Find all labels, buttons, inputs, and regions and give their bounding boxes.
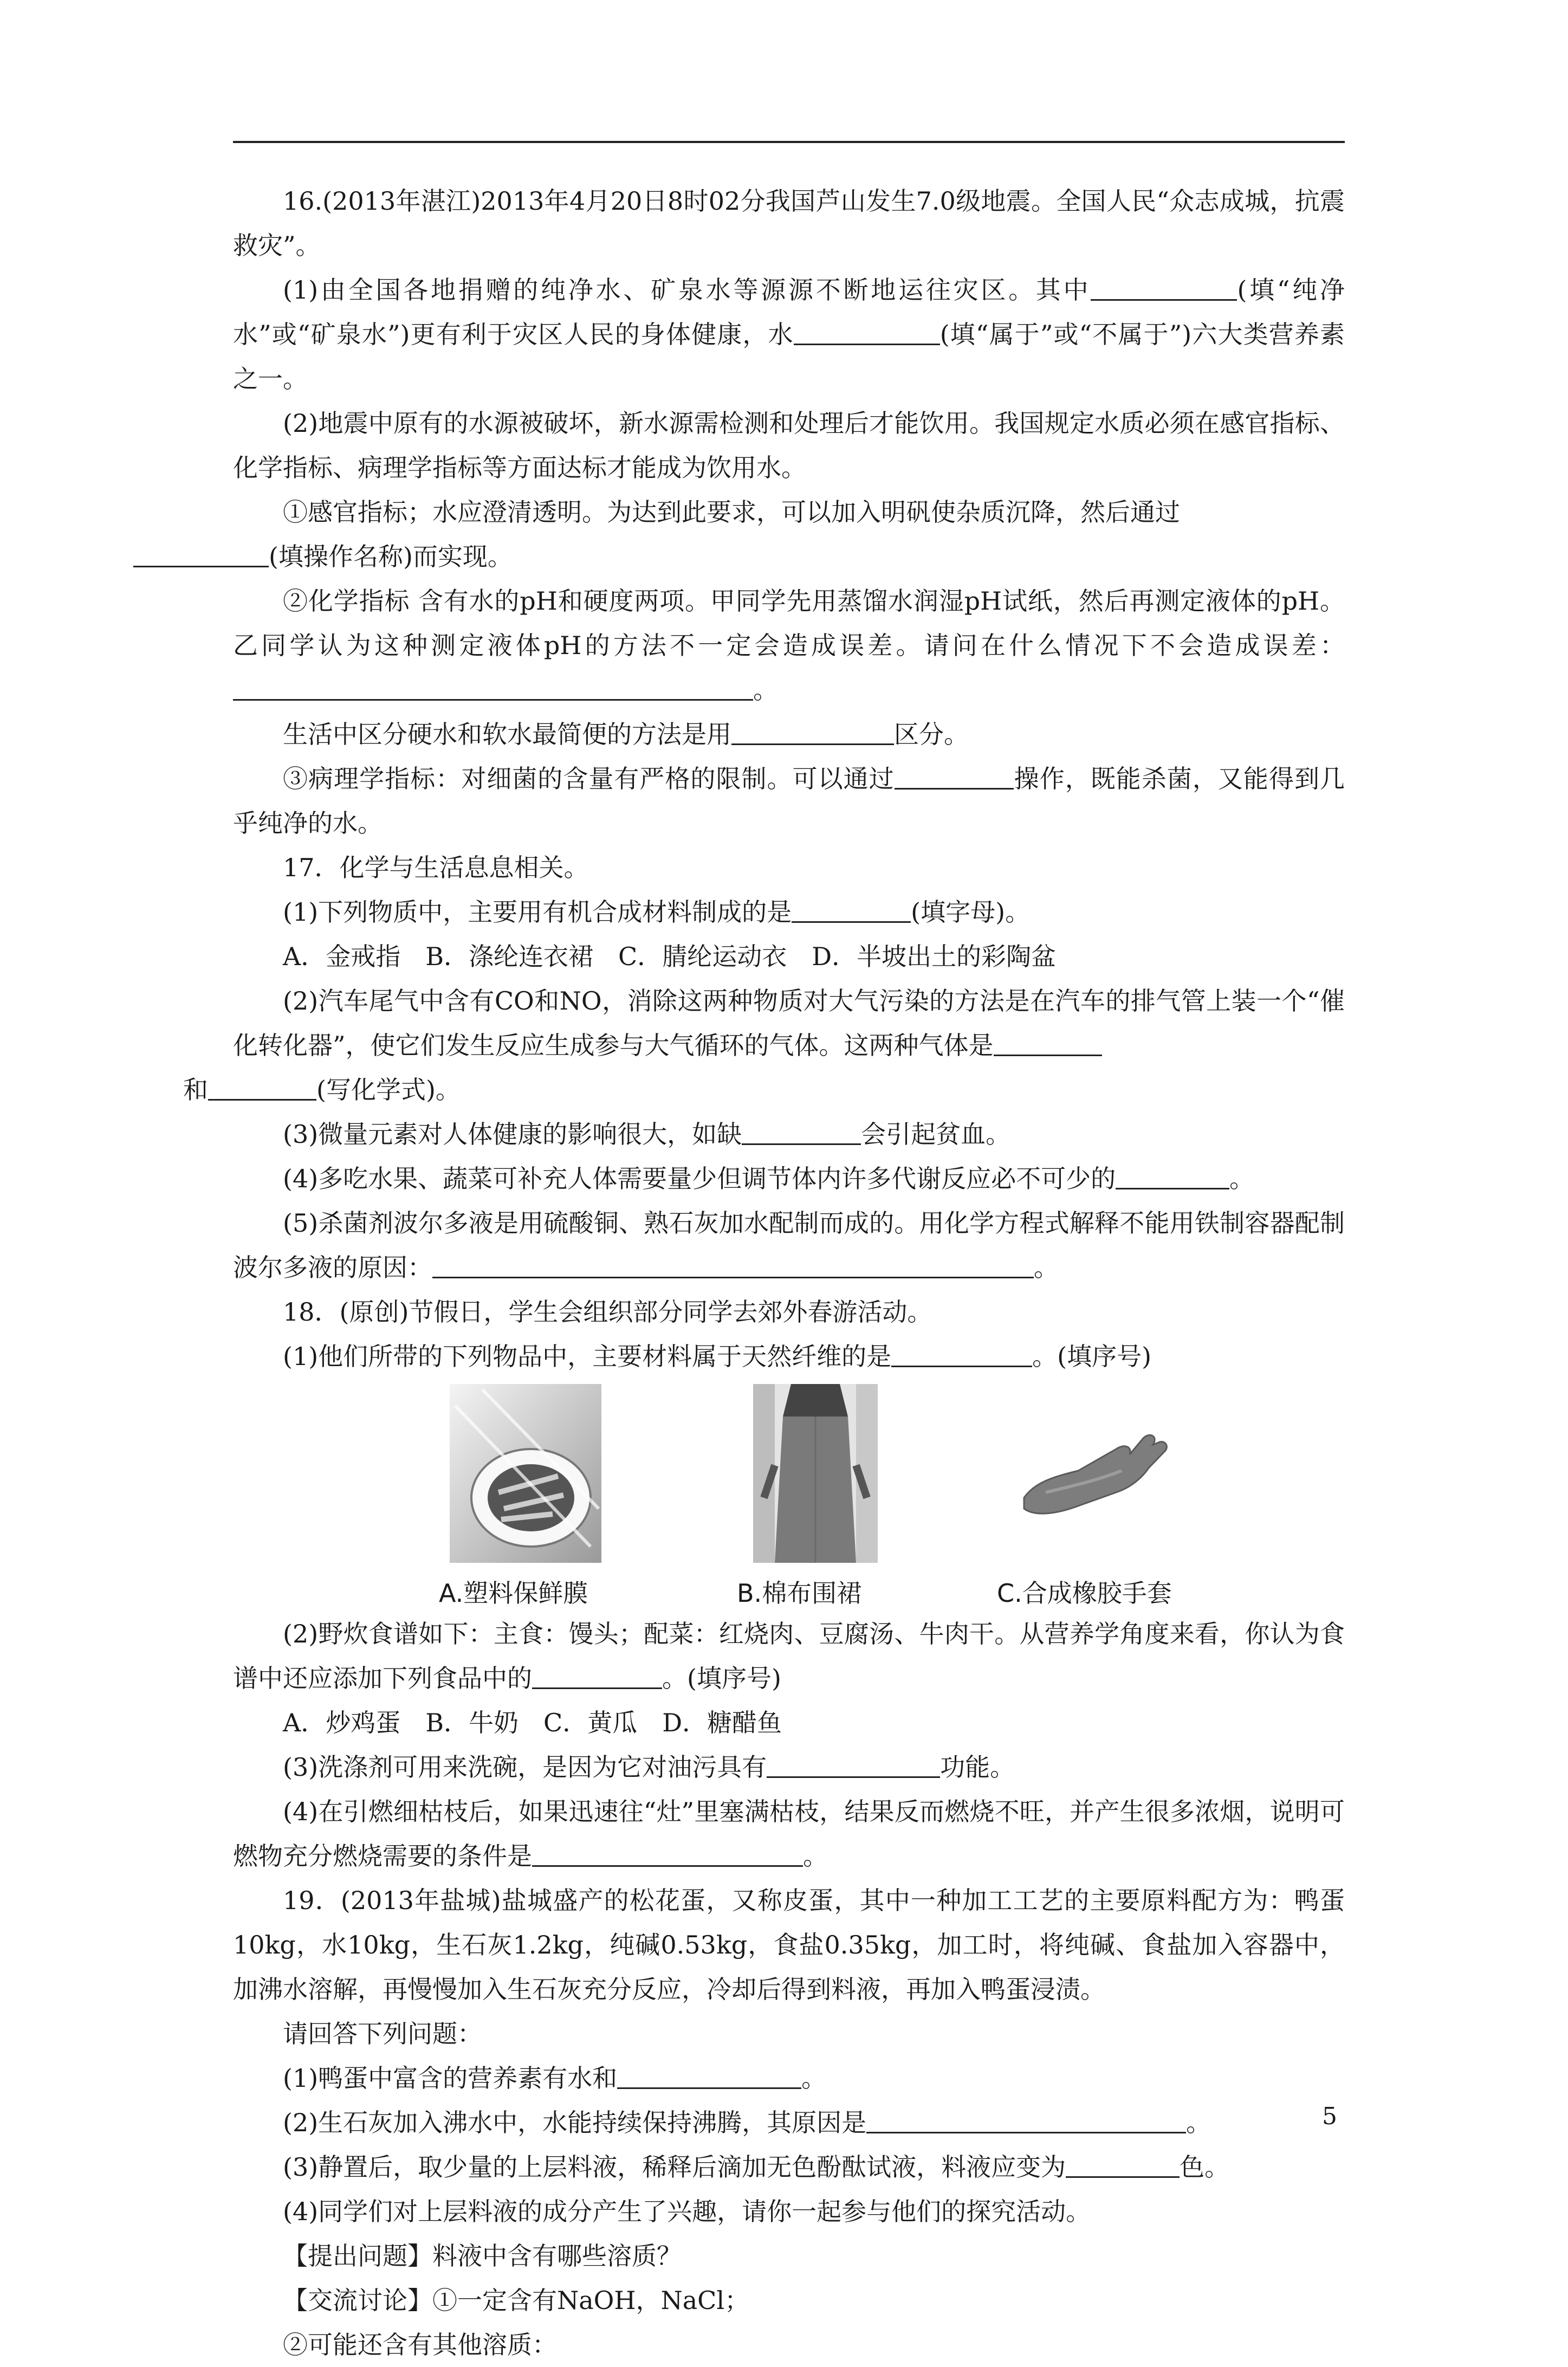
- header-rule: [233, 141, 1345, 143]
- q17-part4: (4)多吃水果、蔬菜可补充人体需要量少但调节体内许多代谢反应必不可少的 。: [283, 1164, 1255, 1193]
- q18-intro: 18．(原创)节假日，学生会组织部分同学去郊外春游活动。: [283, 1297, 932, 1327]
- answer-blank[interactable]: [866, 2107, 1186, 2133]
- q17-part1: (1)下列物质中，主要用有机合成材料制成的是 (填字母)。: [283, 897, 1031, 927]
- answer-blank[interactable]: [742, 1118, 861, 1145]
- q18-part4: (4)在引燃细枯枝后，如果迅速往“灶”里塞满枯枝，结果反而燃烧不旺，并产生很多浓烟，说明可燃物充分燃烧需要的条件是 。: [233, 1797, 1345, 1871]
- q16-part2: (2)地震中原有的水源被破坏，新水源需检测和处理后才能饮用。我国规定水质必须在感官指标、化学指标、病理学指标等方面达标才能成为饮用水。: [233, 409, 1345, 482]
- q19-part3: (3)静置后，取少量的上层料液，稀释后滴加无色酚酞试液，料液应变为 色。: [283, 2152, 1230, 2182]
- answer-blank[interactable]: [133, 541, 269, 567]
- q16-intro: 16.(2013年湛江)2013年4月20日8时02分我国芦山发生7.0级地震。全国人民“众志成城，抗震救灾”。: [233, 186, 1345, 260]
- q19-part4: (4)同学们对上层料液的成分产生了兴趣，请你一起参与他们的探究活动。: [283, 2197, 1091, 2226]
- q18-part2: (2)野炊食谱如下：主食：馒头；配菜：红烧肉、豆腐汤、牛肉干。从营养学角度来看，你认为食谱中还应添加下列食品中的 。(填序号): [233, 1619, 1345, 1693]
- q17-part2: (2)汽车尾气中含有CO和NO，消除这两种物质对大气污染的方法是在汽车的排气管上装一个“催化转化器”，使它们发生反应生成参与大气循环的气体。这两种气体是 和 (写化学式)。: [183, 986, 1345, 1104]
- answer-blank[interactable]: [432, 1252, 1034, 1278]
- answer-blank[interactable]: [794, 319, 940, 345]
- answer-blank[interactable]: [1091, 274, 1237, 301]
- q17-part5: (5)杀菌剂波尔多液是用硫酸铜、熟石灰加水配制而成的。用化学方程式解释不能用铁制容器配制波尔多液的原因： 。: [233, 1208, 1345, 1282]
- answer-blank[interactable]: [617, 2062, 801, 2089]
- q17-intro: 17．化学与生活息息相关。: [283, 853, 589, 882]
- q19-part6: 【交流讨论】①一定含有NaOH，NaCl；: [283, 2286, 750, 2315]
- answer-blank[interactable]: [891, 1341, 1032, 1367]
- q17-options: A．金戒指 B．涤纶连衣裙 C．腈纶运动衣 D．半坡出土的彩陶盆: [283, 942, 1057, 971]
- q19-part2: (2)生石灰加入沸水中，水能持续保持沸腾，其原因是 。: [283, 2108, 1211, 2137]
- q17-part3: (3)微量元素对人体健康的影响很大，如缺 会引起贫血。: [283, 1120, 1011, 1149]
- q18-part3: (3)洗涤剂可用来洗碗，是因为它对油污具有 功能。: [283, 1752, 1015, 1782]
- caption-a: A.塑料保鲜膜: [439, 1579, 588, 1608]
- cotton-apron-image: [753, 1384, 878, 1563]
- answer-blank[interactable]: [994, 1030, 1102, 1056]
- q19-part7: ②可能还含有其他溶质：: [283, 2330, 557, 2359]
- caption-b: B.棉布围裙: [737, 1579, 862, 1608]
- q19-intro: 19．(2013年盐城)盐城盛产的松花蛋，又称皮蛋，其中一种加工工艺的主要原料配方为：鸭蛋10kg，水10kg，生石灰1.2kg，纯碱0.53kg，食盐0.35kg，加工时，将纯碱、食盐加入容器中，加沸水溶解，再慢慢加入生石灰充分反应，冷却后得到料液，再加入鸭蛋浸渍。: [233, 1886, 1345, 2004]
- q16-part6: ③病理学指标：对细菌的含量有严格的限制。可以通过 操作，既能杀菌，又能得到几乎纯净的水。: [233, 764, 1345, 838]
- answer-blank[interactable]: [1066, 2151, 1180, 2178]
- q16-part3: ①感官指标；水应澄清透明。为达到此要求，可以加入明矾使杂质沉降，然后通过 (填操作名称)而实现。: [233, 490, 1345, 579]
- answer-blank[interactable]: [792, 896, 911, 923]
- rubber-glove-image: [1013, 1417, 1176, 1519]
- q19-prompt: 请回答下列问题：: [283, 2019, 482, 2048]
- q18-options: A．炒鸡蛋 B．牛奶 C．黄瓜 D．糖醋鱼: [283, 1708, 782, 1737]
- q16-part1: (1)由全国各地捐赠的纯净水、矿泉水等源源不断地运往灾区。其中 (填“纯净水”或“矿泉水”)更有利于灾区人民的身体健康，水 (填“属于”或“不属于”)六大类营养素之一。: [233, 275, 1345, 393]
- q16-part4: ②化学指标 含有水的pH和硬度两项。甲同学先用蒸馏水润湿pH试纸，然后再测定液体的pH。乙同学认为这种测定液体pH的方法不一定会造成误差。请问在什么情况下不会造成误差：。: [233, 586, 1345, 704]
- q18-part1: (1)他们所带的下列物品中，主要材料属于天然纤维的是 。(填序号): [283, 1342, 1152, 1371]
- q18-image-row: [233, 1384, 1345, 1612]
- answer-blank[interactable]: [532, 1840, 803, 1867]
- document-body: [183, 179, 1345, 2367]
- q16-part5: 生活中区分硬水和软水最简便的方法是用 区分。: [283, 720, 969, 749]
- caption-c: C.合成橡胶手套: [997, 1579, 1172, 1608]
- answer-blank[interactable]: [1116, 1163, 1229, 1189]
- answer-blank[interactable]: [895, 763, 1014, 790]
- answer-blank[interactable]: [731, 719, 894, 745]
- answer-blank[interactable]: [532, 1663, 662, 1689]
- answer-blank[interactable]: [208, 1074, 316, 1101]
- answer-blank[interactable]: [233, 674, 753, 701]
- q19-part5: 【提出问题】料液中含有哪些溶质？: [283, 2241, 682, 2271]
- answer-blank[interactable]: [767, 1751, 940, 1778]
- page-number: 5: [1322, 2103, 1337, 2130]
- plastic-wrap-image: [450, 1384, 601, 1563]
- q19-part1: (1)鸭蛋中富含的营养素有水和 。: [283, 2064, 827, 2093]
